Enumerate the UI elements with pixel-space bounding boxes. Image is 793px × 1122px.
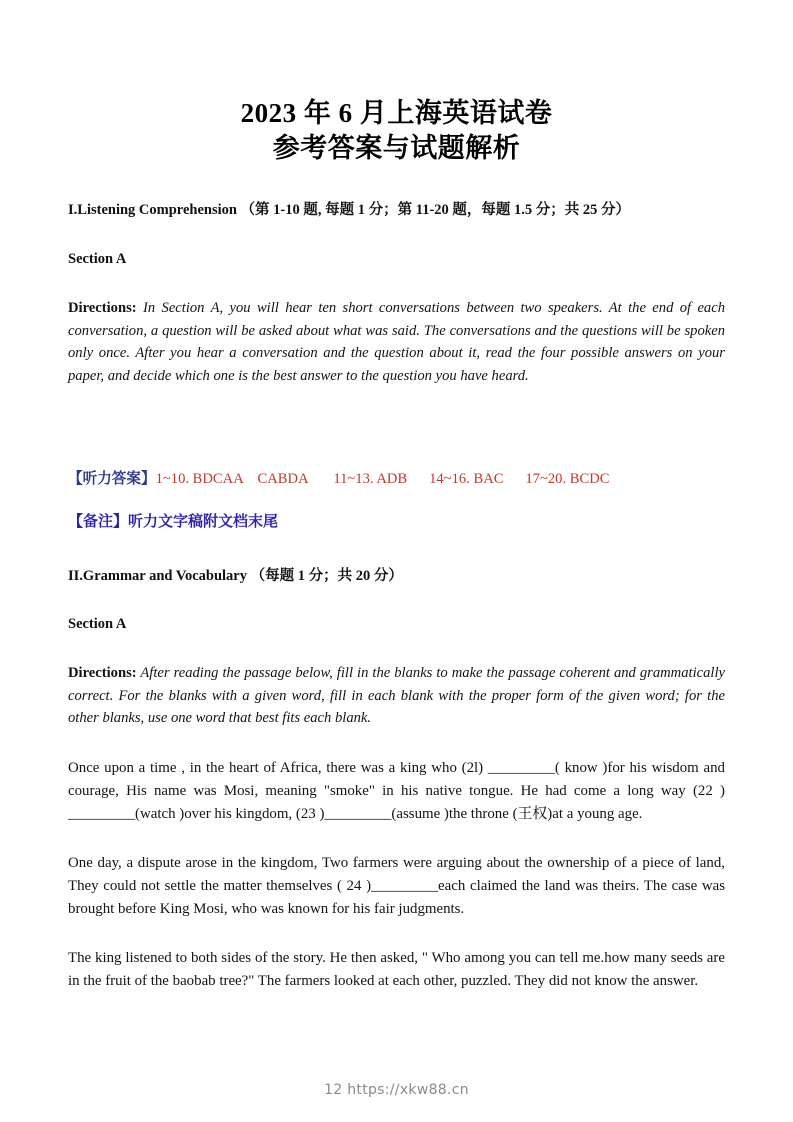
listening-note-line: 【备注】听力文字稿附文档末尾 xyxy=(68,514,279,530)
heading-section-a-grammar: Section A xyxy=(68,616,127,632)
directions-label-grammar: Directions: xyxy=(68,665,137,681)
heading-section-a-listening: Section A xyxy=(68,251,127,267)
page-title xyxy=(68,0,725,166)
directions-grammar xyxy=(68,662,725,730)
directions-label-listening: Directions: xyxy=(68,300,137,316)
listening-answer-tag: 【听力答案】 xyxy=(68,471,156,487)
passage-paragraph-3: The king listened to both sides of the story. He then asked, " Who among you can tell me.how many seeds are in the fruit of the baobab tree?" The farmers looked at each other, puzzled. They did not know the answer. xyxy=(68,949,725,989)
listening-answer-values: 1~10. BDCAA CABDA 11~13. ADB 14~16. BAC 17~20. BCDC xyxy=(155,471,610,487)
directions-listening xyxy=(68,297,725,387)
footer-watermark xyxy=(0,1080,793,1100)
heading-listening-comprehension: I.Listening Comprehension （第 1-10 题, 每题 1 分；第 11-20 题，每题 1.5 分；共 25 分） xyxy=(68,202,631,218)
directions-text-grammar: After reading the passage below, fill in the blanks to make the passage coherent and grammatically correct. For the blanks with a given word, fill in each blank with the proper form of the given word; for the other blanks, use one word that best fits each blank. xyxy=(68,665,725,726)
page-title-line-2: 参考答案与试题解析 xyxy=(272,133,521,163)
footer-watermark-text: 12 https://xkw88.cn xyxy=(324,1082,469,1098)
passage-paragraph-1: Once upon a time , in the heart of Africa, there was a king who (2l) _________( know )for his wisdom and courage, His name was Mosi, meaning "smoke" in his native tongue. He had come a long way (22 ) _________(watch )over his kingdom, (23 )_________(assume )the throne (王权)at a young age. xyxy=(68,759,725,822)
directions-text-listening: In Section A, you will hear ten short conversations between two speakers. At the end of each conversation, a question will be asked about what was said. The conversations and the questions will be spoken only once. After you hear a conversation and the question about it, read the four possible answers on your paper, and decide which one is the best answer to the question you have heard. xyxy=(68,300,725,384)
heading-grammar-vocabulary: II.Grammar and Vocabulary （每题 1 分；共 20 分） xyxy=(68,568,403,584)
page-title-line-1: 2023 年 6 月上海英语试卷 xyxy=(240,98,553,128)
passage-paragraph-2: One day, a dispute arose in the kingdom, Two farmers were arguing about the ownership of a piece of land, They could not settle the matter themselves ( 24 )_________each claimed the land was theirs. The case was brought before King Mosi, who was known for his fair judgments. xyxy=(68,854,725,917)
listening-answer-line xyxy=(68,469,725,490)
